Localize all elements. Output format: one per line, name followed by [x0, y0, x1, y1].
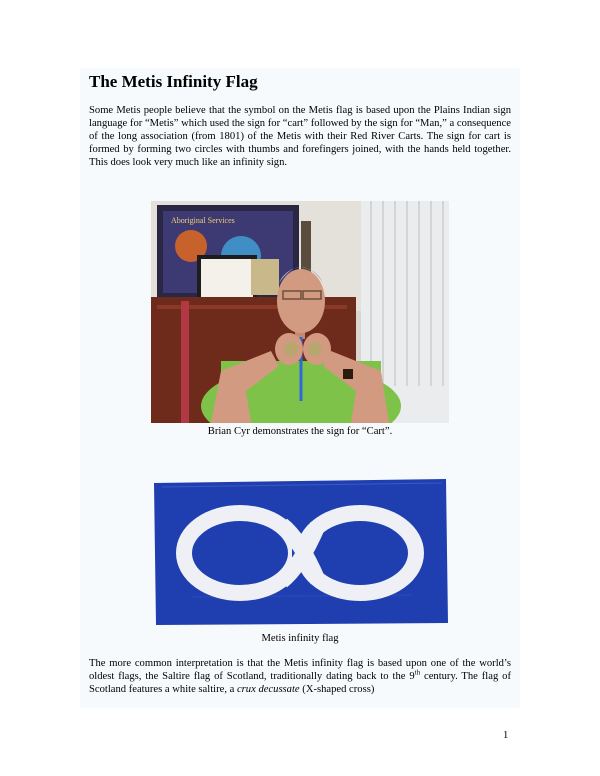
superscript-th: th [414, 668, 421, 677]
paragraph-saltire-part2: century. The flag of Scotland features a white saltire, a [89, 671, 511, 695]
flag-caption: Metis infinity flag [261, 633, 339, 644]
photo-brian-cyr [151, 201, 449, 423]
paragraph-saltire-part3: (X-shaped cross) [299, 684, 375, 695]
page-title: The Metis Infinity Flag [89, 72, 258, 91]
poster-text: Aboriginal Services [171, 216, 235, 225]
italic-crux-decussate: crux decussate [236, 684, 300, 695]
metis-infinity-flag-image [152, 477, 448, 627]
photo-caption: Brian Cyr demonstrates the sign for “Cart”. [207, 426, 393, 437]
paragraph-saltire-part1: The more common interpretation is that the Metis infinity flag is based upon one of the world’s oldest flags, the Saltire flag of Scotland, traditionally dating back to the 9 [89, 658, 511, 682]
page-number: 1 [503, 730, 509, 741]
paragraph-intro: Some Metis people believe that the symbol on the Metis flag is based upon the Plains Indian sign language for “Metis” which used the sign for “cart” followed by the sign for “Man,” a consequence of the long association (from 1801) of the Metis with their Red River Carts. The sign for cart is formed by forming two circles with thumbs and forefingers joined, with the hands held together. This does look very much like an infinity sign. [89, 105, 511, 168]
paragraph-saltire [89, 657, 511, 696]
